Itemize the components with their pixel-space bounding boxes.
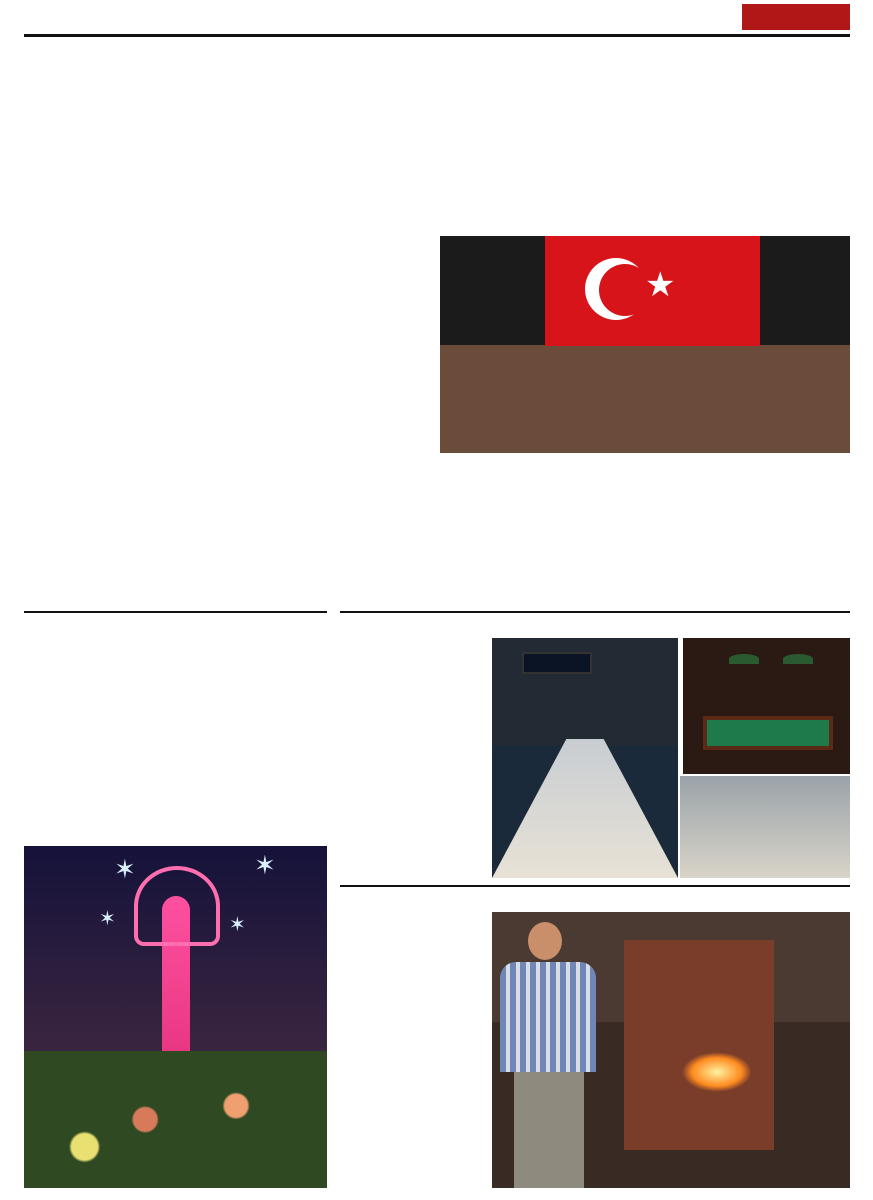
rose-garden xyxy=(24,1051,327,1188)
lamp-icon xyxy=(729,654,759,664)
masthead-rule xyxy=(24,34,850,37)
forge xyxy=(624,940,774,1150)
article3-rule xyxy=(340,611,850,613)
masthead xyxy=(24,4,850,34)
bowling-lane xyxy=(492,739,678,878)
billiards-room-photo xyxy=(683,638,850,774)
article4-rule xyxy=(340,885,850,887)
forge-fire xyxy=(682,1052,752,1092)
star-light-icon: ✶ xyxy=(114,854,136,884)
work-trousers xyxy=(514,1072,584,1188)
article2-rule xyxy=(24,611,327,613)
star-light-icon: ✶ xyxy=(229,914,246,936)
rose-arch-photo xyxy=(24,846,327,1188)
plaid-shirt xyxy=(500,962,596,1072)
blacksmith-photo xyxy=(492,912,850,1188)
score-screen xyxy=(522,652,592,674)
bowling-lane-right-photo xyxy=(680,776,850,878)
star-light-icon: ✶ xyxy=(254,850,276,880)
lamp-icon xyxy=(783,654,813,664)
article4-column-1 xyxy=(342,917,488,919)
star-light-icon: ✶ xyxy=(99,908,116,930)
newspaper-logo xyxy=(742,4,850,30)
arch-ornament xyxy=(134,866,220,946)
blacksmith-head xyxy=(528,922,562,960)
billiards-table xyxy=(703,716,833,750)
bowling-lane-photo xyxy=(492,638,678,878)
turkish-flag-icon: ★ xyxy=(545,236,760,346)
tent-floor xyxy=(440,345,850,454)
